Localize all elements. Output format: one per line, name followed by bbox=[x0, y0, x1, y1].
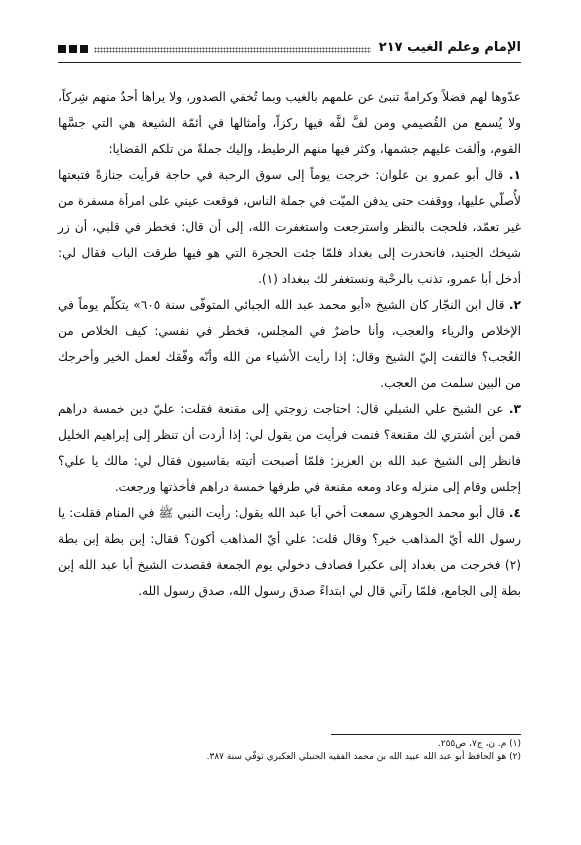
paragraph-text: قال أبو عمرو بن علوان: خرجت يوماً إلى سوق الرحبة في حاجة فرأيت جنازةً فتبعتها لأُصلّي عليها، ووقفت حتى يدفن الميّت في جملة الناس، فوقعت عيني على امرأة مسفرة من غير تعمّد، فلحجت بالنظر واسترجعت واستغفرت الله، إلى أن قال: فخطر في قلبي، أن زر شيخك الجنيد، فانحدرت إلى بغداد فلمّا جئت الحجرة التي هو فيها طرقت الباب فقال لي: أدخل أبا عمرو، تذنب بالرحْبة ونستغفر لك ببغداد (١). bbox=[58, 168, 521, 286]
footnotes bbox=[58, 738, 521, 764]
paragraph-text: عن الشيخ علي الشبلي قال: احتاجت زوجتي إلى مقنعة فقلت: عليّ دين خمسة دراهم فمن أين أشتري لك مقنعة؟ فنمت فرأيت من يقول لي: إذا أردت أن تنظر إلى إبراهيم الخليل فانظر إلى الشيخ عبد الله بن العزيز: فلمّا أصبحت أتيته بقاسيون فقال لي: مالك يا علي؟ إجلس وقام إلى منزله وعاد ومعه مقنعة في طرفها خمسة دراهم فأخذتها ورجعت. bbox=[58, 402, 521, 494]
paragraph-number: ٤. bbox=[508, 506, 521, 520]
running-title: الإمام وعلم الغيب bbox=[407, 40, 521, 55]
page-header bbox=[58, 38, 521, 72]
ornament-square bbox=[80, 45, 88, 53]
paragraph-intro bbox=[58, 84, 521, 162]
paragraph-text: عدّوها لهم فضلاً وكرامةً تنبئ عن علمهم بالغيب وبما تُخفي الصدور، ولا يراها أحدٌ منهم شِركاً، ولا يُسمع من القُصيمي ومن لفَّ لفَّه فيها ركزاً، وأمثالها في أئمّة الشيعة هي التي جسَّها القوم، وألقت عليهم جشمها، وكثر فيها منهم الرطيط، وإليك جملةً من تلكم القضايا: bbox=[58, 90, 521, 156]
paragraph-text: قال ابن النجّار كان الشيخ «أبو محمد عبد الله الجبائي المتوفّى سنة ٦٠٥» يتكلّم يوماً في الإخلاص والرياء والعجب، وأنا حاضرٌ في المجلس، فخطر في نفسي: كيف الخلاص من العُجب؟ فالتفت إليّ الشيخ وقال: إذا رأيت الأشياء من الله وأنّه وفّقك لعمل الخير وأخرجك من البين سلمت من العجب. bbox=[58, 298, 521, 390]
header-ornament-squares bbox=[58, 45, 88, 53]
paragraph-1 bbox=[58, 162, 521, 292]
paragraph-text: قال أبو محمد الجوهري سمعت أخي أبا عبد الله يقول: رأيت النبي ﷺ في المنام فقلت: يا رسول الله أيّ المذاهب خير؟ وقال قلت: علي أيّ المذاهب أكون؟ فقال: إبن بطة إبن بطة (٢) فخرجت من بغداد إلى عكبرا فصادف دخولي يوم الجمعة فقصدت الشيخ أبا عبد الله إبن بطة إلى الجامع، فلمّا رآني قال لي ابتداءً صدق رسول الله، صدق رسول الله. bbox=[58, 506, 521, 598]
footnote-rule bbox=[331, 734, 521, 735]
header-dotted-band bbox=[94, 47, 371, 53]
running-head bbox=[379, 38, 521, 58]
header-rule bbox=[58, 62, 521, 63]
page-number: ٢١٧ bbox=[378, 40, 403, 55]
paragraph-2 bbox=[58, 292, 521, 396]
footnote-2: (٢) هو الحافظ أبو عبد الله عبيد الله بن محمد الفقيه الحنبلي العكبري توفّي سنة ٣٨٧. bbox=[206, 752, 521, 762]
paragraph-number: ٢. bbox=[508, 298, 521, 312]
main-text bbox=[58, 84, 521, 604]
footnote-1: (١) م. ن، ج٧، ص٢٥٥. bbox=[437, 739, 521, 749]
paragraph-number: ١. bbox=[508, 168, 521, 182]
paragraph-number: ٣. bbox=[508, 402, 521, 416]
ornament-square bbox=[69, 45, 77, 53]
ornament-square bbox=[58, 45, 66, 53]
paragraph-4 bbox=[58, 500, 521, 604]
paragraph-3 bbox=[58, 396, 521, 500]
